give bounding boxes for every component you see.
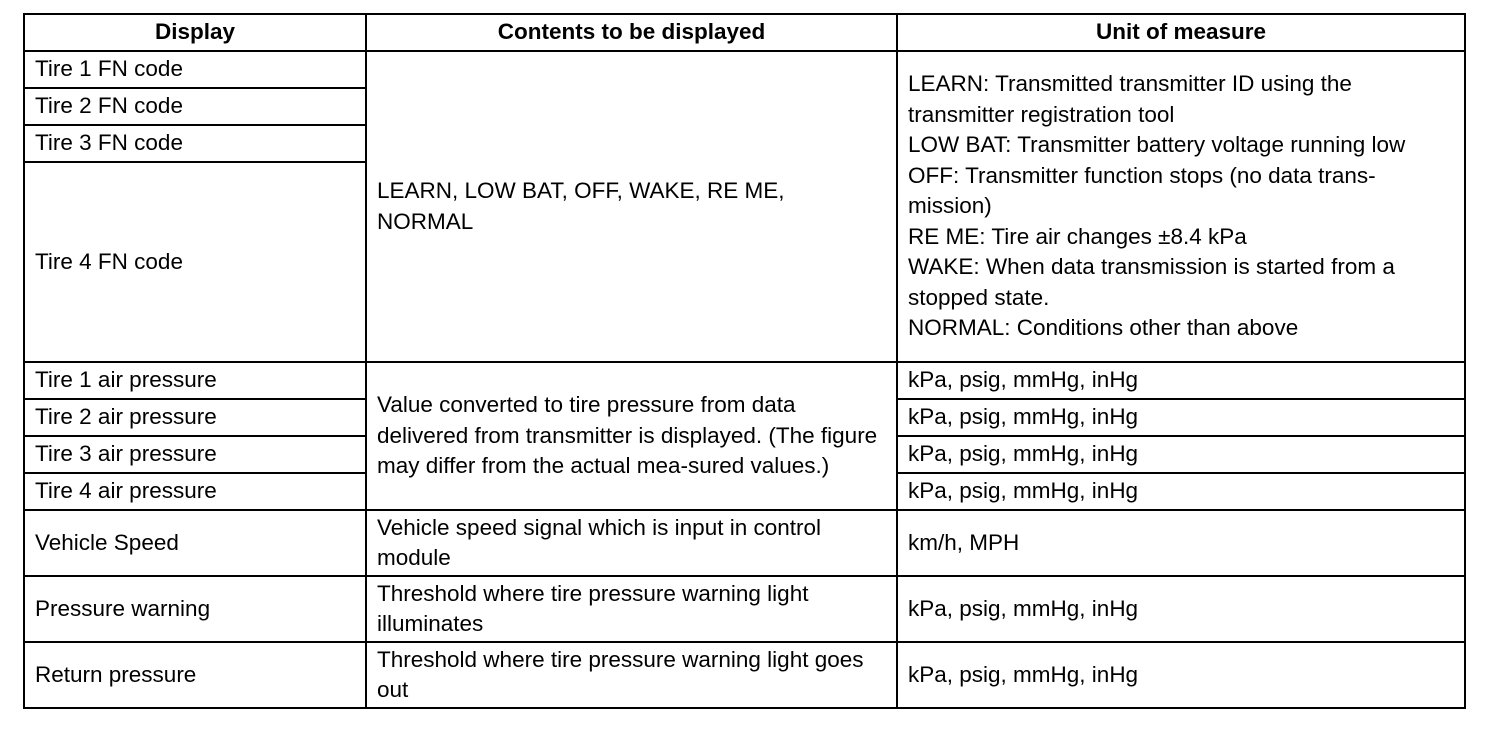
display-tire4-fn-code: Tire 4 FN code: [24, 162, 366, 362]
unit-tire4-air-pressure: kPa, psig, mmHg, inHg: [897, 473, 1465, 510]
contents-return-pressure: Threshold where tire pressure warning light goes out: [366, 642, 897, 708]
display-tire3-air-pressure: Tire 3 air pressure: [24, 436, 366, 473]
unit-tire1-air-pressure: kPa, psig, mmHg, inHg: [897, 362, 1465, 399]
table-row: [24, 510, 1465, 576]
unit-learn: LEARN: Transmitted transmitter ID using the transmitter registration tool: [908, 71, 1352, 127]
unit-tire2-air-pressure: kPa, psig, mmHg, inHg: [897, 399, 1465, 436]
fn-code-units: [897, 51, 1465, 362]
display-pressure-warning: Pressure warning: [24, 576, 366, 642]
header-display: Display: [24, 14, 366, 51]
table-row: [24, 576, 1465, 642]
unit-return-pressure: kPa, psig, mmHg, inHg: [897, 642, 1465, 708]
unit-vehicle-speed: km/h, MPH: [897, 510, 1465, 576]
air-pressure-contents: Value converted to tire pressure from data delivered from transmitter is displayed. (The figure may differ from the actual mea-sured values.): [366, 362, 897, 510]
header-unit: Unit of measure: [897, 14, 1465, 51]
unit-tire3-air-pressure: kPa, psig, mmHg, inHg: [897, 436, 1465, 473]
display-return-pressure: Return pressure: [24, 642, 366, 708]
table-row: [24, 642, 1465, 708]
display-tire1-air-pressure: Tire 1 air pressure: [24, 362, 366, 399]
unit-re-me: RE ME: Tire air changes ±8.4 kPa: [908, 223, 1247, 249]
fn-code-contents: LEARN, LOW BAT, OFF, WAKE, RE ME, NORMAL: [366, 51, 897, 362]
data-monitor-table: [23, 13, 1466, 709]
unit-wake: WAKE: When data transmission is started from a stopped state.: [908, 254, 1395, 310]
unit-off: OFF: Transmitter function stops (no data trans-mission): [908, 162, 1376, 219]
header-row: [24, 14, 1465, 51]
unit-low-bat: LOW BAT: Transmitter battery voltage running low: [908, 132, 1406, 158]
table-row: [24, 51, 1465, 88]
display-tire2-air-pressure: Tire 2 air pressure: [24, 399, 366, 436]
contents-vehicle-speed: Vehicle speed signal which is input in control module: [366, 510, 897, 576]
display-tire1-fn-code: Tire 1 FN code: [24, 51, 366, 88]
display-vehicle-speed: Vehicle Speed: [24, 510, 366, 576]
header-contents: Contents to be displayed: [366, 14, 897, 51]
display-tire3-fn-code: Tire 3 FN code: [24, 125, 366, 162]
unit-normal: NORMAL: Conditions other than above: [908, 315, 1299, 341]
unit-pressure-warning: kPa, psig, mmHg, inHg: [897, 576, 1465, 642]
display-tire4-air-pressure: Tire 4 air pressure: [24, 473, 366, 510]
contents-pressure-warning: Threshold where tire pressure warning light illuminates: [366, 576, 897, 642]
table-row: [24, 362, 1465, 399]
display-tire2-fn-code: Tire 2 FN code: [24, 88, 366, 125]
